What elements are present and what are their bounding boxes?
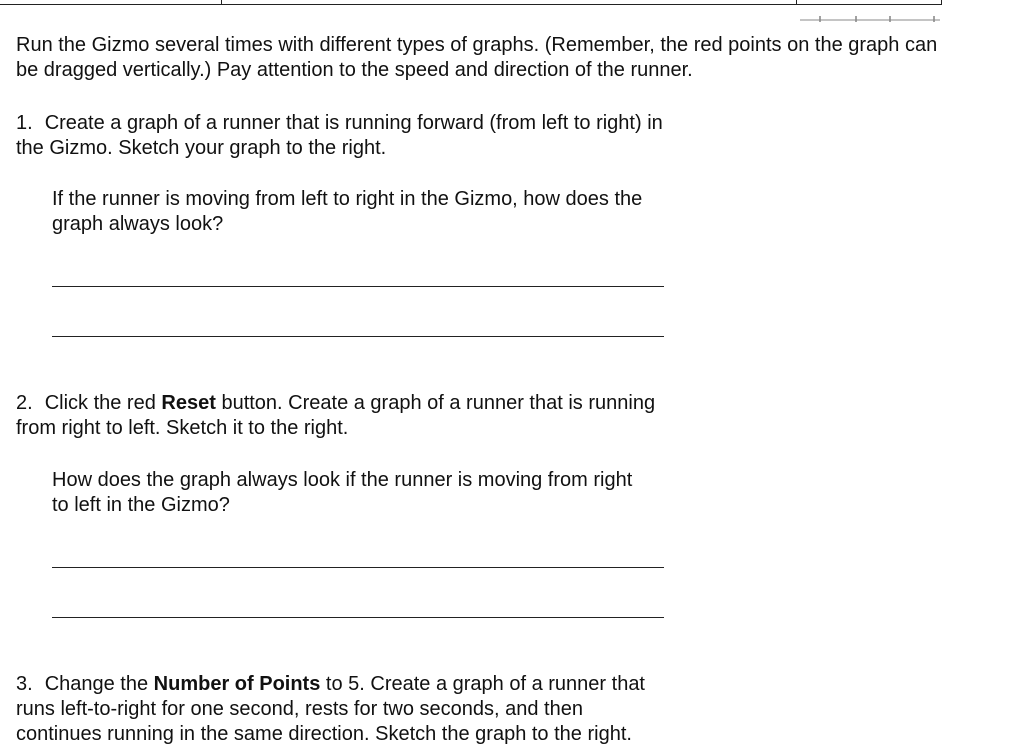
table-divider bbox=[221, 0, 222, 4]
question-text-pre: Change the bbox=[44, 673, 154, 695]
reset-term: Reset bbox=[161, 392, 216, 414]
answer-line[interactable] bbox=[52, 617, 664, 618]
question-2 bbox=[16, 391, 666, 441]
question-1 bbox=[16, 111, 666, 161]
question-1-prompt: If the runner is moving from left to right in the Gizmo, how does the graph always look? bbox=[52, 188, 643, 235]
header-table bbox=[0, 0, 942, 5]
table-divider bbox=[796, 0, 797, 4]
answer-line[interactable] bbox=[52, 336, 664, 337]
question-number: 1. bbox=[16, 112, 33, 134]
number-of-points-term: Number of Points bbox=[153, 673, 321, 695]
intro-paragraph: Run the Gizmo several times with different types of graphs. (Remember, the red points on the graph can be dragged vertically.) Pay attention to the speed and direction of the runner. bbox=[16, 34, 938, 81]
question-text-post: button. Create a graph of a runner that is running from right to left. Sketch it to the right. bbox=[16, 392, 656, 439]
question-2-prompt: How does the graph always look if the runner is moving from right to left in the Gizmo? bbox=[52, 469, 633, 516]
question-text-pre: Click the red bbox=[44, 392, 162, 414]
question-number: 3. bbox=[16, 673, 33, 695]
question-3 bbox=[16, 672, 666, 747]
question-number: 2. bbox=[16, 392, 33, 414]
axis-ticks-fragment bbox=[800, 16, 940, 24]
question-text: Create a graph of a runner that is running forward (from left to right) in the Gizmo. Sketch your graph to the right. bbox=[16, 112, 663, 159]
answer-line[interactable] bbox=[52, 567, 664, 568]
answer-line[interactable] bbox=[52, 286, 664, 287]
question-text-post: to 5. Create a graph of a runner that runs left-to-right for one second, rests for two seconds, and then continues running in the same direction. Sketch the graph to the right. bbox=[16, 673, 645, 745]
